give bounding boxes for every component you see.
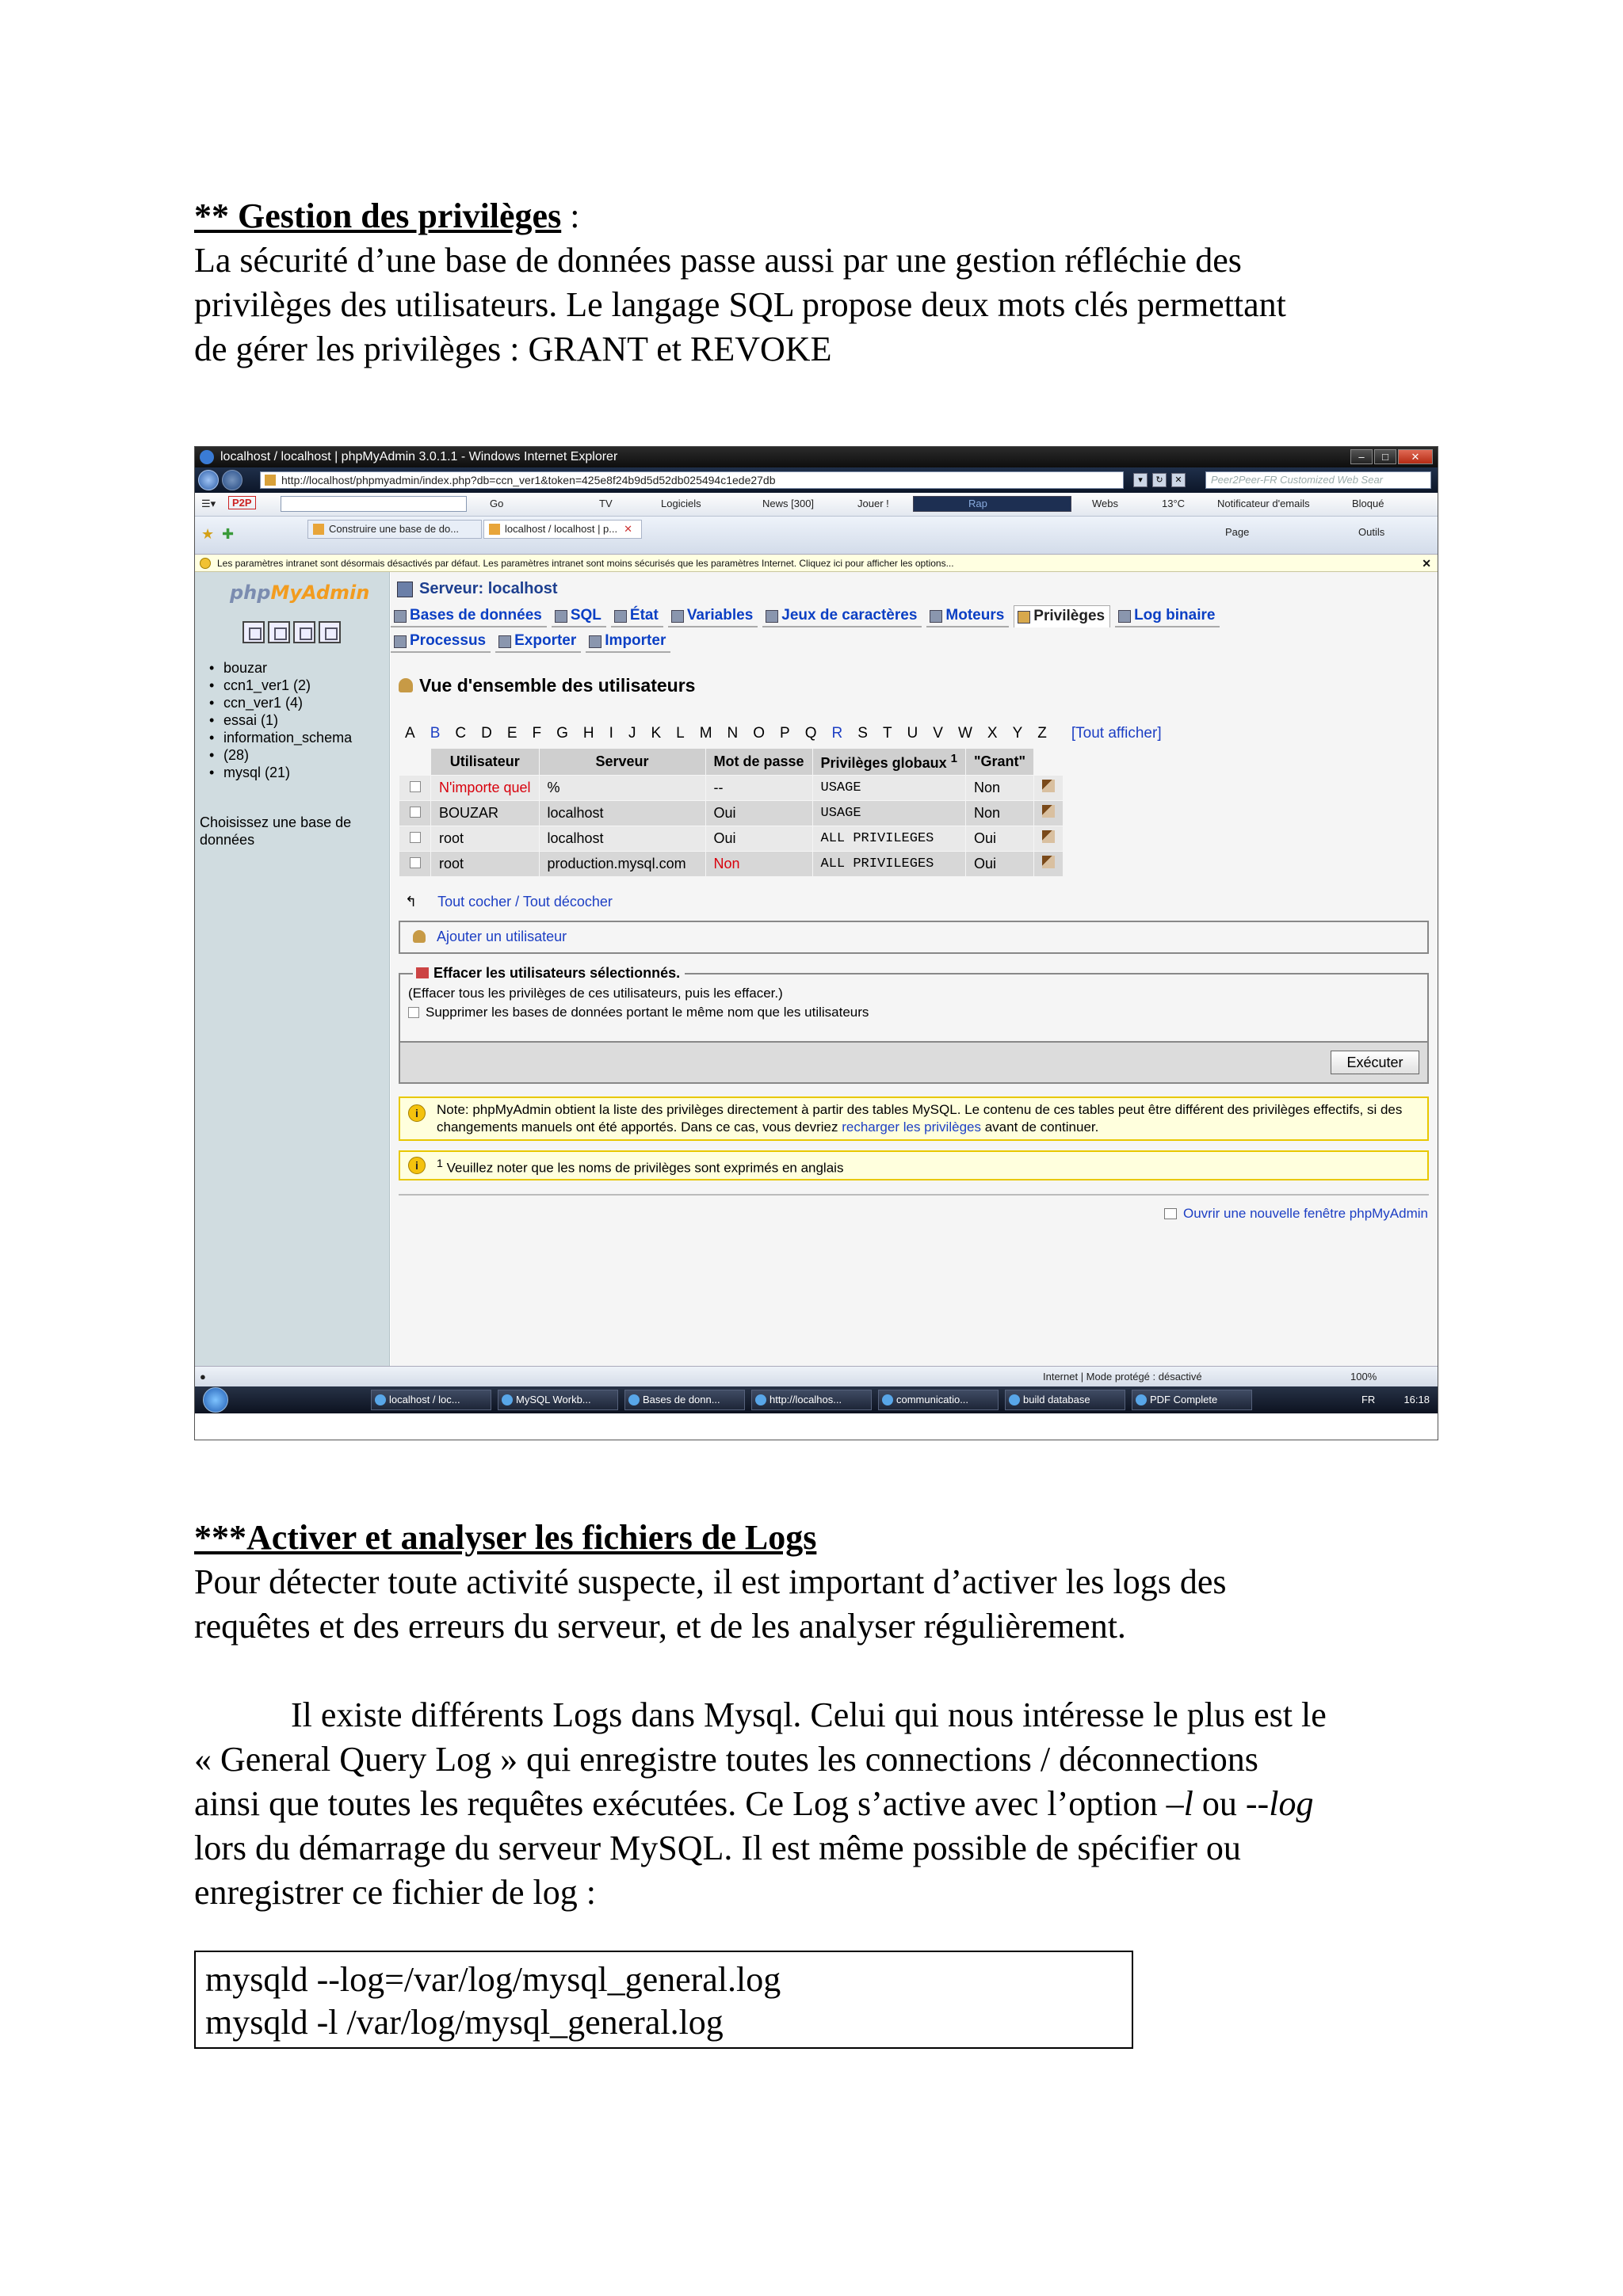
execute-button[interactable]: Exécuter (1331, 1051, 1419, 1074)
header-global-privileges-label: Privilèges globaux (820, 755, 947, 771)
alphabet-letter: K (651, 725, 662, 742)
toolbar-menu-icon[interactable]: ☰▾ (201, 498, 216, 509)
alphabet-letter: F (532, 725, 542, 742)
phpmyadmin-logo[interactable] (230, 582, 369, 604)
news-button[interactable]: News [300] (762, 498, 815, 509)
docs-icon[interactable] (293, 621, 315, 643)
divider (399, 1194, 1429, 1196)
address-bar (195, 467, 1438, 493)
db-item[interactable]: • bouzar (206, 659, 352, 677)
info-shield-icon (200, 558, 211, 569)
screenshot-margin (195, 1413, 1438, 1440)
url-input[interactable]: http://localhost/phpmyadmin/index.php?db=ccn_ver1&token=425e8f24b9d5d52db025494c1ede27db (260, 471, 1124, 489)
table-row (399, 826, 1064, 852)
task-item[interactable]: http://localhos... (751, 1390, 872, 1410)
drop-databases-option[interactable] (408, 1005, 869, 1020)
pma-main-frame (391, 572, 1438, 1366)
zoom-level[interactable]: 100% (1350, 1371, 1377, 1383)
language-indicator[interactable]: FR (1361, 1394, 1376, 1405)
alphabet-letter: Q (804, 725, 817, 742)
warning-icon: i (408, 1157, 426, 1174)
info-bar-text: Les paramètres intranet sont désormais désactivés par défaut. Les paramètres intranet sont moins sécurisés que les paramètres Internet. Cliquez ici pour afficher les options... (217, 558, 954, 569)
cell-grant: Non (965, 776, 1033, 801)
alphabet-letter: O (753, 725, 766, 742)
tv-button[interactable]: TV (599, 498, 613, 509)
tab-export[interactable]: Exporter (495, 631, 581, 653)
status-bar (195, 1366, 1438, 1386)
alphabet-letter: A (405, 725, 415, 742)
logiciels-button[interactable]: Logiciels (661, 498, 701, 509)
cell-host: % (539, 776, 705, 801)
pma-navigation-frame (195, 572, 390, 1366)
alphabet-letter: T (882, 725, 892, 742)
db-item[interactable]: • mysql (21) (206, 764, 352, 781)
tab-engines[interactable]: Moteurs (926, 605, 1009, 627)
db-item[interactable]: • ccn_ver1 (4) (206, 694, 352, 711)
check-all-link[interactable]: Tout cocher / Tout décocher (437, 894, 613, 910)
tab-row (195, 517, 1438, 555)
arrow-up-left-icon: ↰ (405, 894, 418, 910)
tab-status[interactable]: État (611, 605, 663, 627)
url-dropdown-icon[interactable]: ▾ (1133, 473, 1148, 487)
task-item[interactable]: build database (1005, 1390, 1125, 1410)
drop-databases-checkbox[interactable] (408, 1007, 419, 1018)
row-checkbox[interactable] (399, 801, 431, 826)
cell-host: localhost (539, 801, 705, 826)
section-logs (194, 1516, 1446, 1915)
phpmyadmin-screenshot (194, 446, 1438, 1440)
email-notifier[interactable]: Notificateur d'emails (1217, 498, 1310, 509)
db-item-count: • (28) (206, 746, 352, 764)
db-item[interactable]: • essai (1) (206, 711, 352, 729)
task-item[interactable]: localhost / loc... (371, 1390, 491, 1410)
warning-icon: i (408, 1104, 426, 1122)
row-checkbox[interactable] (399, 852, 431, 877)
alphabet-letter: S (857, 725, 868, 742)
alphabet-letter: D (481, 725, 492, 742)
logo-php: php (230, 582, 271, 604)
add-user-fieldset (399, 921, 1429, 954)
refresh-icon[interactable]: ↻ (1152, 473, 1167, 487)
tab-construire[interactable] (307, 520, 482, 539)
command-line-2: mysqld -l /var/log/mysql_general.log (205, 2003, 724, 2042)
edit-privileges-icon[interactable] (1034, 852, 1064, 877)
stop-icon[interactable]: ✕ (1171, 473, 1186, 487)
jouer-button[interactable]: Jouer ! (857, 498, 889, 509)
alphabet-letter: P (780, 725, 790, 742)
forward-button[interactable] (222, 470, 242, 490)
edit-privileges-icon[interactable] (1034, 776, 1064, 801)
edit-privileges-icon[interactable] (1034, 801, 1064, 826)
delete-users-fieldset (399, 965, 1429, 1043)
toolbar-search-input[interactable] (281, 496, 467, 512)
alphabet-filter (405, 725, 1177, 742)
back-button[interactable] (198, 470, 219, 490)
logo-myadmin: MyAdmin (270, 582, 370, 604)
logs-line-1: Pour détecter toute activité suspecte, il est important d’activer les logs des (194, 1562, 1227, 1601)
table-row (399, 801, 1064, 826)
tab-binary-log[interactable]: Log binaire (1115, 605, 1220, 627)
option-l: l (1183, 1784, 1193, 1823)
users-overview-title: Vue d'ensemble des utilisateurs (397, 675, 695, 696)
p2-line-3-or: ou -- (1193, 1784, 1270, 1823)
home-icon[interactable] (242, 621, 265, 643)
cell-password: Non (705, 852, 812, 877)
alphabet-letter[interactable]: R (831, 725, 843, 742)
tab-charsets[interactable]: Jeux de caractères (762, 605, 922, 627)
header-password: Mot de passe (705, 749, 812, 776)
logs-line-2: requêtes et des erreurs du serveur, et de les analyser régulièrement. (194, 1607, 1126, 1646)
reload-privileges-link[interactable]: recharger les privilèges (842, 1119, 981, 1135)
alphabet-letter: E (506, 725, 517, 742)
privileges-line-2: privilèges des utilisateurs. Le langage SQL propose deux mots clés permettant (194, 285, 1286, 324)
window-title: localhost / localhost | phpMyAdmin 3.0.1.1 - Windows Internet Explorer (220, 450, 618, 463)
tab-privileges[interactable]: Privilèges (1014, 605, 1110, 627)
task-item[interactable]: PDF Complete (1132, 1390, 1252, 1410)
cell-host: production.mysql.com (539, 852, 705, 877)
status-zone[interactable]: Internet | Mode protégé : désactivé (1043, 1371, 1202, 1383)
open-new-window-link[interactable]: Ouvrir une nouvelle fenêtre phpMyAdmin (1164, 1206, 1428, 1222)
execute-bar (399, 1043, 1429, 1084)
cell-grant: Oui (965, 852, 1033, 877)
alphabet-letter: Z (1037, 725, 1047, 742)
command-line-1: mysqld --log=/var/log/mysql_general.log (205, 1960, 781, 1999)
task-item[interactable]: MySQL Workb... (498, 1390, 618, 1410)
ie-icon (200, 450, 214, 464)
cell-privileges: ALL PRIVILEGES (812, 826, 965, 852)
row-checkbox[interactable] (399, 776, 431, 801)
cell-password: Oui (705, 801, 812, 826)
tab-processes[interactable]: Processus (391, 631, 491, 653)
heading-colon: : (561, 196, 580, 235)
p2-line-3-text: ainsi que toutes les requêtes exécutées. Ce Log s’active avec l’option – (194, 1784, 1184, 1823)
toolbar-row-1 (195, 493, 1438, 517)
row-checkbox[interactable] (399, 826, 431, 852)
header-host: Serveur (539, 749, 705, 776)
table-row (399, 852, 1064, 877)
cell-password: Oui (705, 826, 812, 852)
p2p-logo[interactable]: P2P (228, 496, 256, 509)
alphabet-letter: N (727, 725, 739, 742)
privileges-line-1: La sécurité d’une base de données passe aussi par une gestion réfléchie des (194, 241, 1242, 280)
logs-p2-line-5: enregistrer ce fichier de log : (194, 1873, 596, 1912)
header-global-privileges (812, 749, 965, 776)
db-item[interactable]: • information_schema (206, 729, 352, 746)
cell-password: -- (705, 776, 812, 801)
window-controls (1350, 449, 1433, 464)
choose-db-hint: Choisissez une base de données (200, 814, 352, 848)
alphabet-letter: I (609, 725, 613, 742)
alphabet-letter: J (628, 725, 636, 742)
alphabet-letter: M (699, 725, 712, 742)
cell-user: N'importe quel (431, 776, 540, 801)
alphabet-letter: V (933, 725, 943, 742)
header-action-col (1034, 749, 1064, 776)
alphabet-letter: W (957, 725, 972, 742)
task-item[interactable]: communicatio... (878, 1390, 999, 1410)
logs-p2-line-1: Il existe différents Logs dans Mysql. Celui qui nous intéresse le plus est le (291, 1695, 1327, 1734)
temperature: 13°C (1162, 498, 1186, 509)
add-favorite-icon[interactable]: ✚ (222, 526, 235, 542)
window-titlebar (195, 447, 1438, 467)
cell-user: root (431, 852, 540, 877)
sql-query-icon[interactable] (268, 621, 290, 643)
privileges-line-3: de gérer les privilèges : GRANT et REVOKE (194, 330, 832, 368)
show-all-link[interactable]: [Tout afficher] (1071, 725, 1162, 742)
alphabet-letter: U (907, 725, 918, 742)
tab-label: localhost / localhost | p... (505, 523, 618, 535)
info-bar[interactable] (195, 555, 1438, 572)
cell-grant: Oui (965, 826, 1033, 852)
cell-user: root (431, 826, 540, 852)
close-button[interactable]: ✕ (1398, 449, 1433, 464)
delete-users-legend: Effacer les utilisateurs sélectionnés. (413, 965, 685, 982)
start-button[interactable] (203, 1387, 228, 1413)
database-list (206, 659, 352, 781)
logs-p2-line-2: « General Query Log » qui enregistre toutes les connections / déconnections (194, 1740, 1258, 1779)
page-menu[interactable]: Page (1225, 526, 1250, 538)
privileges-note (399, 1097, 1429, 1141)
alphabet-letter: G (556, 725, 568, 742)
privileges-heading: ** Gestion des privilèges (194, 196, 562, 235)
go-button[interactable]: Go (490, 498, 504, 509)
tab-import[interactable]: Importer (586, 631, 670, 653)
header-checkbox-col (399, 749, 431, 776)
tab-variables[interactable]: Variables (668, 605, 758, 627)
footnote-mark: 1 (950, 752, 957, 765)
alphabet-letter: X (987, 725, 998, 742)
note-text: Note: phpMyAdmin obtient la liste des privilèges directement à partir des tables MySQL. Le contenu de ces tables peut être différent des privilèges effectifs, si des changements manuels ont été apportés. Dans ce cas, vous devriez (437, 1102, 1403, 1135)
cell-privileges: USAGE (812, 801, 965, 826)
privileges-heading-line (194, 194, 1446, 238)
note2-mark: 1 (437, 1158, 443, 1170)
logs-heading-line (194, 1516, 1446, 1560)
check-all-row (405, 894, 613, 910)
english-names-note (399, 1150, 1429, 1180)
webs-button[interactable]: Webs (1092, 498, 1118, 509)
nav-icon-bar (242, 621, 341, 643)
header-user: Utilisateur (431, 749, 540, 776)
favorites-star-icon[interactable]: ★ (201, 526, 215, 542)
add-user-link[interactable]: Ajouter un utilisateur (437, 929, 567, 944)
alphabet-letter[interactable]: B (430, 725, 441, 742)
status-shield-icon: ● (200, 1371, 206, 1383)
table-header-row (399, 749, 1064, 776)
cell-host: localhost (539, 826, 705, 852)
note-text-end: avant de continuer. (980, 1119, 1099, 1135)
logs-p2-line-3 (194, 1782, 1446, 1826)
cell-user: BOUZAR (431, 801, 540, 826)
tab-close-icon[interactable]: ✕ (624, 523, 633, 535)
help-icon[interactable] (319, 621, 341, 643)
option-log: log (1269, 1784, 1314, 1823)
alphabet-letter: Y (1012, 725, 1023, 742)
delete-users-description: (Effacer tous les privilèges de ces utilisateurs, puis les effacer.) (408, 986, 783, 1001)
command-box (194, 1951, 1133, 2049)
alphabet-letter: H (582, 725, 594, 742)
header-grant: "Grant" (965, 749, 1033, 776)
info-bar-close-icon[interactable]: ✕ (1422, 557, 1431, 570)
logs-heading: ***Activer et analyser les fichiers de Logs (194, 1518, 817, 1557)
blocked-button[interactable]: Bloqué (1352, 498, 1384, 509)
minimize-button[interactable]: – (1350, 449, 1373, 464)
cell-privileges: ALL PRIVILEGES (812, 852, 965, 877)
blank-line (194, 1649, 1446, 1693)
tab-label: Construire une base de do... (329, 523, 460, 535)
tab-sql[interactable]: SQL (552, 605, 606, 627)
section-privileges (194, 194, 1446, 372)
drop-databases-label: Supprimer les bases de données portant le même nom que les utilisateurs (426, 1005, 869, 1020)
tab-databases[interactable]: Bases de données (391, 605, 547, 627)
edit-privileges-icon[interactable] (1034, 826, 1064, 852)
alphabet-letter: L (676, 725, 685, 742)
system-tray (1361, 1394, 1430, 1405)
server-title[interactable]: Serveur: localhost (397, 580, 558, 598)
logs-p2-line-4: lors du démarrage du serveur MySQL. Il est même possible de spécifier ou (194, 1829, 1241, 1867)
cell-grant: Non (965, 801, 1033, 826)
media-player-widget[interactable] (913, 496, 1071, 512)
tabs-row-1 (391, 605, 1220, 627)
tools-menu[interactable]: Outils (1358, 526, 1385, 538)
task-item[interactable]: Bases de donn... (624, 1390, 745, 1410)
cell-privileges: USAGE (812, 776, 965, 801)
maximize-button[interactable]: □ (1374, 449, 1396, 464)
users-table (399, 748, 1064, 877)
table-row (399, 776, 1064, 801)
taskbar (195, 1386, 1438, 1413)
tabs-row-2 (391, 631, 670, 653)
note2-text: Veuillez noter que les noms de privilèges sont exprimés en anglais (446, 1160, 844, 1176)
alphabet-letter: C (455, 725, 467, 742)
tab-localhost[interactable] (483, 520, 642, 539)
clock[interactable]: 16:18 (1403, 1394, 1430, 1405)
db-item[interactable]: • ccn1_ver1 (2) (206, 677, 352, 694)
rap-label: Rap (968, 498, 987, 509)
search-input[interactable]: Peer2Peer-FR Customized Web Sear (1205, 471, 1431, 489)
